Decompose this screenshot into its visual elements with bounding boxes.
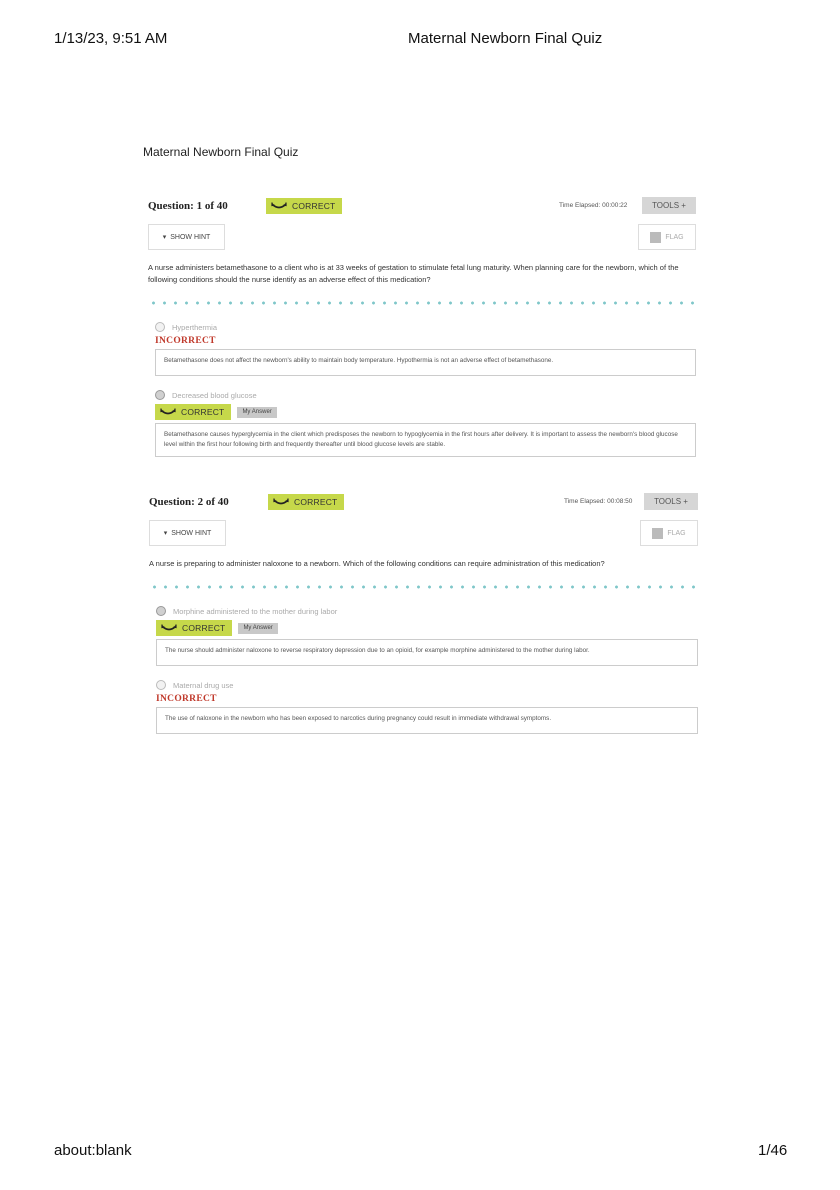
incorrect-label: INCORRECT: [156, 694, 217, 704]
option-text: Decreased blood glucose: [172, 390, 257, 400]
answer-option[interactable]: [155, 388, 696, 457]
correct-badge: [155, 404, 231, 420]
correct-badge: [268, 494, 344, 510]
question-number: Question: 2 of 40: [149, 496, 229, 508]
show-hint-label: SHOW HINT: [171, 529, 212, 537]
flag-label: FLAG: [665, 233, 684, 241]
my-answer-tag: My Answer: [238, 623, 277, 634]
question-block: [148, 198, 696, 457]
tools-button[interactable]: TOOLS +: [642, 197, 696, 214]
rationale-box: The nurse should administer naloxone to reverse respiratory depression due to an opioid, for example morphine administered to the mother during labor.: [156, 639, 698, 666]
answer-option[interactable]: [155, 320, 696, 376]
status-label: CORRECT: [181, 407, 225, 417]
show-hint-label: SHOW HINT: [170, 233, 211, 241]
status-label: CORRECT: [292, 201, 336, 211]
dotted-divider: [148, 300, 696, 306]
lightbulb-icon: ▾: [163, 530, 168, 537]
rationale-box: Betamethasone does not affect the newborn's ability to maintain body temperature. Hypothermia is not an adverse effect of betamethasone.: [155, 349, 696, 376]
option-text: Hyperthermia: [172, 322, 218, 332]
refresh-icon: [273, 498, 289, 506]
radio-button[interactable]: [156, 606, 166, 616]
correct-badge: [266, 198, 342, 214]
question-stem: A nurse is preparing to administer naloxone to a newborn. Which of the following conditions can require administration of this medication?: [149, 559, 605, 568]
flag-button[interactable]: [640, 520, 698, 546]
status-label: CORRECT: [182, 623, 226, 633]
option-text: Morphine administered to the mother during labor: [173, 606, 338, 616]
question-stem: A nurse administers betamethasone to a client who is at 33 weeks of gestation to stimulate fetal lung maturity. When planning care for the newborn, which of the following conditions should the nurse identify as an adverse effect of this medication?: [148, 263, 679, 284]
radio-button[interactable]: [156, 680, 166, 690]
rationale-box: Betamethasone causes hyperglycemia in the client which predisposes the newborn to hypoglycemia in the first hours after delivery. It is important to assess the newborn's blood glucose level within the first hour following birth and frequently thereafter until blood glucose levels are stable.: [155, 423, 696, 457]
rationale-box: The use of naloxone in the newborn who has been exposed to narcotics during pregnancy could result in immediate withdrawal symptoms.: [156, 707, 698, 734]
option-text: Maternal drug use: [173, 680, 234, 690]
question-number: Question: 1 of 40: [148, 200, 228, 212]
incorrect-label: INCORRECT: [155, 336, 216, 346]
print-page-number: 1/46: [758, 1142, 788, 1159]
print-url: about:blank: [54, 1142, 132, 1159]
document-title: Maternal Newborn Final Quiz: [143, 145, 299, 159]
bookmark-icon: [650, 232, 661, 243]
correct-badge: [156, 620, 232, 636]
question-block: [149, 494, 698, 734]
answer-option[interactable]: [156, 604, 698, 666]
show-hint-button[interactable]: [149, 520, 226, 546]
flag-button[interactable]: [638, 224, 696, 250]
time-elapsed: Time Elapsed: 00:08:50: [564, 498, 633, 505]
print-title: Maternal Newborn Final Quiz: [408, 30, 603, 47]
refresh-icon: [271, 202, 287, 210]
status-label: CORRECT: [294, 497, 338, 507]
refresh-icon: [160, 408, 176, 416]
refresh-icon: [161, 624, 177, 632]
flag-label: FLAG: [667, 529, 686, 537]
my-answer-tag: My Answer: [237, 407, 276, 418]
answer-option[interactable]: [156, 678, 698, 734]
lightbulb-icon: ▾: [162, 234, 167, 241]
radio-button[interactable]: [155, 390, 165, 400]
print-datetime: 1/13/23, 9:51 AM: [54, 30, 168, 47]
tools-button[interactable]: TOOLS +: [644, 493, 698, 510]
bookmark-icon: [652, 528, 663, 539]
time-elapsed: Time Elapsed: 00:00:22: [559, 202, 628, 209]
show-hint-button[interactable]: [148, 224, 225, 250]
dotted-divider: [149, 584, 698, 590]
radio-button[interactable]: [155, 322, 165, 332]
